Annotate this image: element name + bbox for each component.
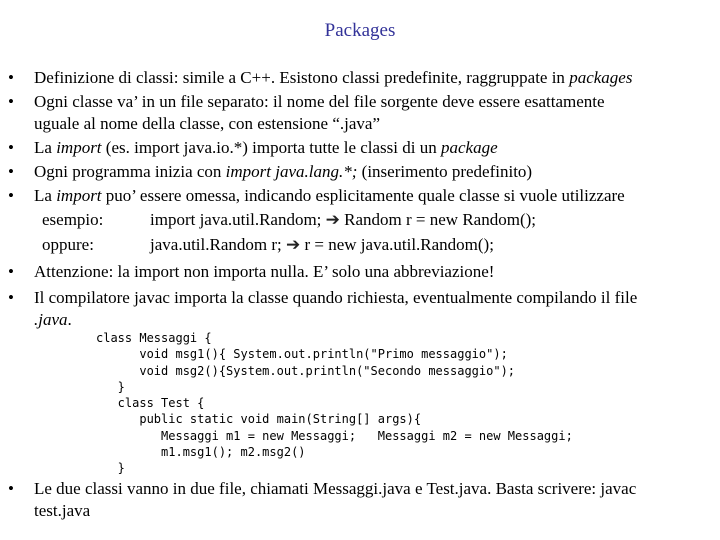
bullet-two-files bbox=[34, 478, 718, 522]
bullet-marker: • bbox=[8, 479, 14, 498]
alternative-code bbox=[150, 233, 494, 257]
bullet-text: Ogni programma inizia con bbox=[34, 162, 226, 181]
code-block bbox=[96, 330, 573, 477]
bullet-file-per-class: Ogni classe va’ in un file separato: il nome del file sorgente deve essere esattamente bbox=[34, 92, 605, 111]
bullet-marker: • bbox=[8, 68, 14, 87]
code-line: class Messaggi { bbox=[96, 331, 212, 345]
bullet-compiler: Il compilatore javac importa la classe quando richiesta, eventualmente compilando il file bbox=[34, 288, 638, 307]
bullet-text: Definizione di classi: simile a C++. Esistono classi predefinite, raggruppate in bbox=[34, 68, 570, 87]
bullet-marker: • bbox=[8, 162, 14, 181]
bullet-italic: import bbox=[56, 138, 102, 157]
arrow-right-icon: ➔ bbox=[325, 210, 340, 229]
bullet-import-example bbox=[34, 136, 718, 160]
bullet-marker: • bbox=[8, 262, 14, 281]
bullet-text: La bbox=[34, 138, 57, 157]
bullet-marker: • bbox=[8, 138, 14, 157]
bullet-italic: import bbox=[56, 186, 102, 205]
bullet-text: puo’ essere omessa, indicando esplicitamente quale classe si vuole utilizzare bbox=[101, 186, 625, 205]
bullet-italic: .java bbox=[34, 310, 68, 329]
bullet-attention: Attenzione: la import non importa nulla. E’ solo una abbreviazione! bbox=[34, 262, 495, 281]
bullet-class-definition bbox=[34, 66, 718, 90]
example-code bbox=[150, 208, 536, 232]
bullet-text: La bbox=[34, 186, 57, 205]
bullet-marker: • bbox=[8, 288, 14, 307]
bullet-text: test.java bbox=[34, 501, 91, 520]
bullet-italic: packages bbox=[569, 68, 633, 87]
bullet-text: (inserimento predefinito) bbox=[357, 162, 533, 181]
bullet-marker: • bbox=[8, 92, 14, 111]
code-fragment: import java.util.Random; bbox=[150, 210, 322, 229]
bullet-text: (es. import java.io.*) importa tutte le classi di un bbox=[101, 138, 441, 157]
code-line: class Test { bbox=[96, 396, 205, 411]
bullet-marker: • bbox=[8, 186, 14, 205]
code-fragment: java.util.Random r; bbox=[150, 235, 282, 254]
code-line: } bbox=[96, 379, 125, 394]
bullet-file-per-class-cont: uguale al nome della classe, con estensione “.java” bbox=[34, 114, 380, 133]
arrow-right-icon: ➔ bbox=[285, 235, 301, 254]
code-line: Messaggi m1 = new Messaggi; Messaggi m2 = new Messaggi; bbox=[96, 428, 573, 443]
code-fragment: Random r = new Random(); bbox=[344, 210, 536, 229]
code-line: void msg1(){ System.out.println("Primo messaggio"); bbox=[96, 347, 508, 362]
code-fragment: r = new java.util.Random(); bbox=[304, 235, 494, 254]
alternative-label: oppure: bbox=[42, 235, 94, 254]
slide-title: Packages bbox=[324, 20, 396, 41]
bullet-java-lang bbox=[34, 160, 718, 184]
bullet-text: Le due classi vanno in due file, chiamati Messaggi.java e Test.java. Basta scrivere: javac bbox=[34, 479, 637, 498]
bullet-compiler-cont bbox=[34, 308, 718, 332]
code-line: } bbox=[96, 461, 125, 476]
code-line: public static void main(String[] args){ bbox=[96, 412, 422, 427]
bullet-import-optional bbox=[34, 184, 718, 208]
code-line: void msg2(){System.out.println("Secondo messaggio"); bbox=[96, 363, 516, 378]
bullet-italic: package bbox=[440, 138, 498, 157]
code-line: m1.msg1(); m2.msg2() bbox=[96, 445, 306, 460]
example-label: esempio: bbox=[42, 210, 104, 229]
bullet-text: . bbox=[67, 310, 72, 329]
bullet-italic: import java.lang.*; bbox=[225, 162, 358, 181]
